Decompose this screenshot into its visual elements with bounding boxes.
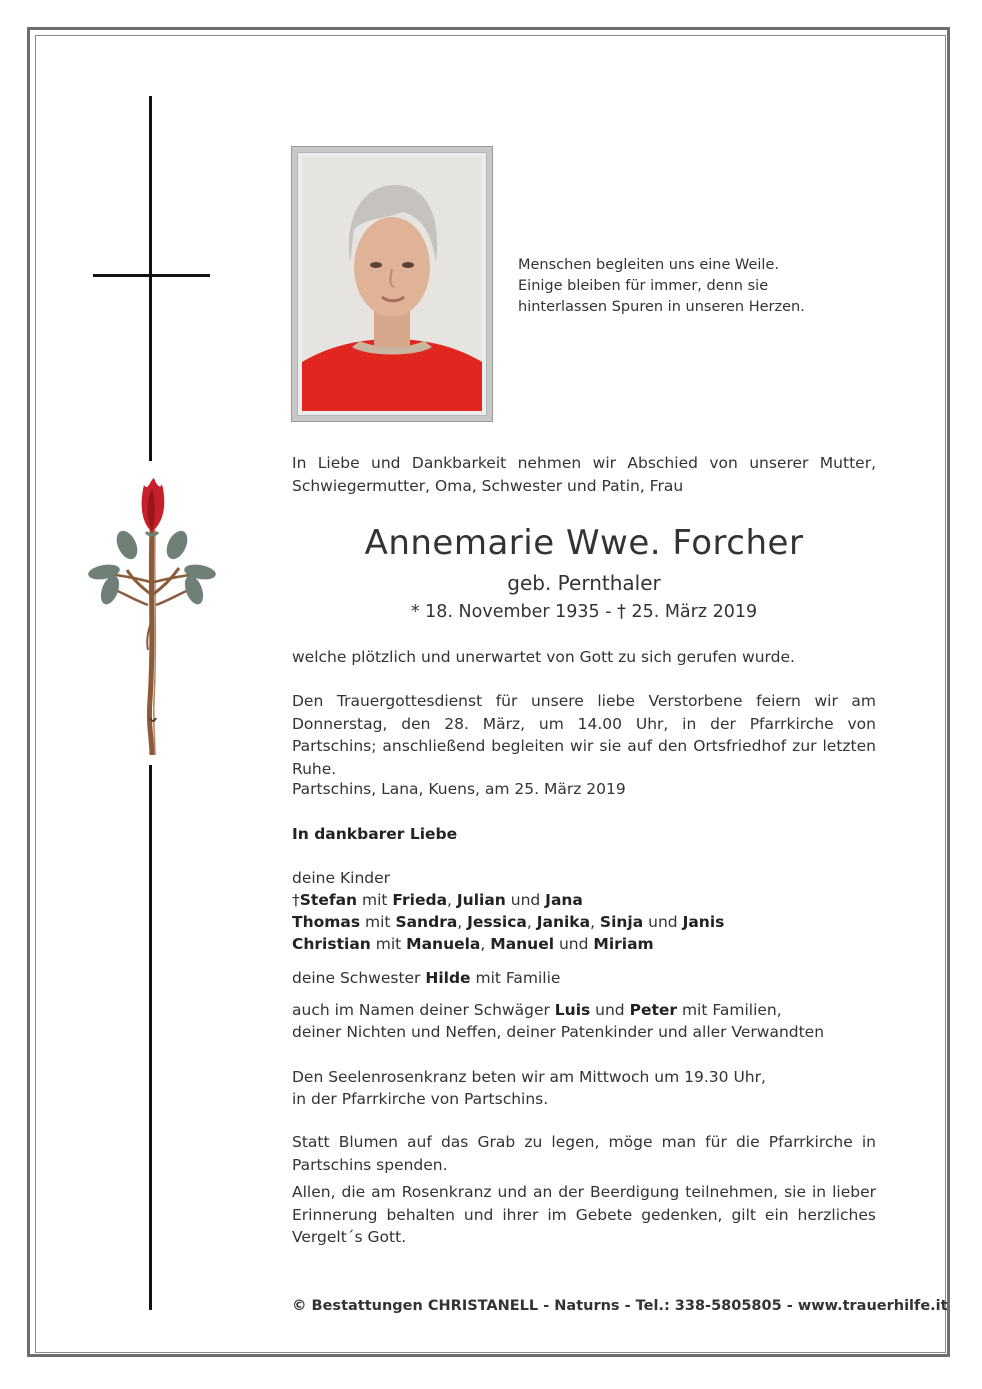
closing-line [292, 823, 876, 846]
birth-name: geb. Pernthaler [507, 571, 661, 595]
passed-text: welche plötzlich und unerwartet von Gott zu sich gerufen wurde. [292, 648, 795, 666]
brother-in-law-name: Luis [554, 1001, 591, 1019]
thanks-text: Allen, die am Rosenkranz und an der Beerdigung teilnehmen, sie in lieber Erinnerung behalten und ihrer im Gebete gedenken, gilt ein herzliches Vergelt´s Gott. [292, 1183, 876, 1246]
rosary-line-2: in der Pfarrkirche von Partschins. [292, 1090, 549, 1108]
mourner-row-3 [292, 933, 876, 956]
cross-upper-bar [149, 96, 152, 461]
connector: und [643, 913, 683, 931]
relative-name: Miriam [593, 935, 654, 953]
relative-name: Jana [545, 891, 583, 909]
brother-in-law-name: Peter [629, 1001, 678, 1019]
quote-line-1: Menschen begleiten uns eine Weile. [518, 257, 779, 273]
connector: mit [370, 935, 407, 953]
separator: , [526, 913, 537, 931]
children-label: deine Kinder [292, 869, 391, 887]
relative-name: Sinja [599, 913, 644, 931]
rose-illustration [82, 470, 222, 765]
life-dates: * 18. November 1935 - † 25. März 2019 [410, 602, 758, 622]
rosary-line-1: Den Seelenrosenkranz beten wir am Mittwoch um 19.30 Uhr, [292, 1068, 766, 1086]
mourner-row-1 [292, 889, 876, 912]
separator: , [590, 913, 600, 931]
cross-lower-bar [149, 765, 152, 1310]
also-suffix: mit Familien, [677, 1001, 782, 1019]
relative-name: Janis [682, 913, 725, 931]
relative-name: Jessica [467, 913, 527, 931]
relative-name: Janika [536, 913, 591, 931]
sister-line [292, 967, 876, 990]
relative-name: Manuel [490, 935, 555, 953]
quote-line-2: Einige bleiben für immer, denn sie [518, 278, 769, 294]
memorial-quote [518, 255, 838, 318]
closing-text: In dankbarer Liebe [292, 825, 458, 843]
quote-line-3: hinterlassen Spuren in unseren Herzen. [518, 299, 805, 315]
footer-credit: © Bestattungen CHRISTANELL - Naturns - Tel.: 338-5805805 - www.trauerhilfe.it [292, 1298, 948, 1314]
connector: und [554, 935, 594, 953]
connector: mit [357, 891, 393, 909]
place-date: Partschins, Lana, Kuens, am 25. März 2019 [292, 780, 626, 798]
connector: mit [360, 913, 396, 931]
separator: , [480, 935, 491, 953]
portrait-frame [291, 146, 493, 422]
sister-suffix: mit Familie [470, 969, 561, 987]
flowers-text: Statt Blumen auf das Grab zu legen, möge man für die Pfarrkirche in Partschins spenden. [292, 1133, 876, 1174]
portrait-mat [297, 152, 487, 416]
also-line-1 [292, 999, 876, 1022]
separator: , [447, 891, 457, 909]
funeral-text: Den Trauergottesdienst für unsere liebe Verstorbene feiern wir am Donnerstag, den 28. März, um 14.00 Uhr, in der Pfarrkirche von Partschins; anschließend begleiten wir sie auf den Ortsfriedhof zur letzten Ruhe. [292, 692, 876, 778]
intro-text: In Liebe und Dankbarkeit nehmen wir Abschied von unserer Mutter, Schwiegermutter, Oma, Schwester und Patin, Frau [292, 454, 876, 495]
cross-symbol: † [292, 891, 300, 909]
portrait-photo [302, 157, 482, 411]
relative-name: Frieda [392, 891, 448, 909]
sister-name: Hilde [425, 969, 471, 987]
deceased-name: Annemarie Wwe. Forcher [364, 523, 804, 563]
relative-name: Julian [456, 891, 506, 909]
cross-horizontal-bar [93, 274, 210, 277]
also-line-2: deiner Nichten und Neffen, deiner Patenkinder und aller Verwandten [292, 1023, 825, 1041]
connector: und [590, 1001, 630, 1019]
mourner-row-2 [292, 911, 876, 934]
separator: , [457, 913, 468, 931]
child-name: Thomas [292, 913, 361, 931]
also-prefix: auch im Namen deiner Schwäger [292, 1001, 555, 1019]
child-name: Stefan [299, 891, 358, 909]
relative-name: Manuela [406, 935, 481, 953]
sister-prefix: deine Schwester [292, 969, 426, 987]
connector: und [505, 891, 546, 909]
child-name: Christian [292, 935, 371, 953]
relative-name: Sandra [395, 913, 458, 931]
